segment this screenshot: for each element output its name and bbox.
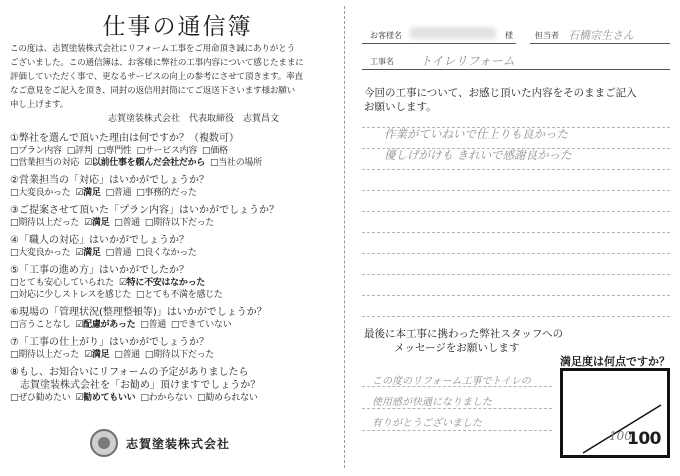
option-checkbox[interactable]: □普通 — [114, 350, 140, 360]
option-row — [10, 349, 330, 361]
option-checkbox-checked[interactable]: ☑満足 — [75, 248, 101, 258]
option-row — [10, 187, 330, 199]
customer-field-line — [362, 43, 516, 44]
question-title-line2: 志賀塗装株式会社を「お勧め」頂けますでしょうか？ — [20, 380, 261, 391]
impression-handwriting[interactable]: 優しげがけも きれいで感謝良かった — [384, 148, 572, 162]
question-title: ⑥現場の「管理状況(整理整頓等)」はいかがでしょうか？ — [10, 307, 267, 318]
page-title: 仕事の通信簿 — [102, 14, 253, 40]
writing-rule — [362, 253, 670, 254]
signature: 志賀塗装株式会社 代表取締役 志賀昌文 — [108, 114, 280, 124]
option-checkbox-checked[interactable]: ☑配慮があった — [75, 320, 136, 330]
option-checkbox[interactable]: □専門性 — [97, 146, 132, 156]
staff-value[interactable]: 石橋宗生さん — [568, 29, 634, 42]
question-6 — [10, 306, 330, 331]
option-checkbox[interactable]: □とても不満を感じた — [136, 290, 223, 300]
option-row — [10, 277, 330, 289]
impression-prompt — [364, 86, 637, 114]
option-checkbox-checked[interactable]: ☑勧めてもいい — [75, 393, 136, 403]
option-checkbox[interactable]: □サービス内容 — [136, 146, 198, 156]
work-label: 工事名 — [370, 57, 394, 66]
option-row — [10, 247, 330, 259]
option-checkbox[interactable]: □言うことなし — [10, 320, 71, 330]
question-1 — [10, 132, 330, 169]
option-row — [10, 157, 330, 169]
question-title: ⑧もし、お知合いにリフォームの予定がありましたら — [10, 367, 249, 378]
writing-rule — [362, 316, 670, 317]
option-checkbox-checked[interactable]: ☑以前仕事を頼んだ会社だから — [84, 158, 205, 168]
question-title: ⑦「工事の仕上がり」はいかがでしょうか？ — [10, 337, 209, 348]
work-field-line — [362, 69, 670, 70]
option-row — [10, 392, 330, 404]
writing-rule — [362, 169, 670, 170]
option-checkbox[interactable]: □とても安心していられた — [10, 278, 114, 288]
option-checkbox[interactable]: □期待以上だった — [10, 218, 80, 228]
option-checkbox[interactable]: □普通 — [140, 320, 166, 330]
writing-rule — [362, 430, 552, 431]
option-row — [10, 289, 330, 301]
option-checkbox[interactable]: □当社の場所 — [209, 158, 262, 168]
honorific-label: 様 — [505, 31, 513, 40]
option-checkbox[interactable]: □勧められない — [197, 393, 258, 403]
impression-prompt-line: お願いします。 — [364, 101, 437, 113]
question-5 — [10, 264, 330, 301]
option-checkbox[interactable]: □できていない — [170, 320, 232, 330]
intro-line: この度は、志賀塗装株式会社にリフォーム工事をご用命頂き誠にありがとう — [10, 44, 295, 54]
writing-rule — [362, 295, 670, 296]
customer-name-redacted — [410, 27, 496, 39]
question-3 — [10, 204, 330, 229]
column-divider — [344, 6, 345, 468]
company-name: 志賀塗装株式会社 — [126, 436, 231, 451]
message-handwriting[interactable]: この度のリフォーム工事でトイレの — [372, 376, 531, 387]
option-checkbox[interactable]: □期待以下だった — [144, 350, 214, 360]
company-footer — [90, 428, 230, 458]
impression-prompt-line: 今回の工事について、お感じ頂いた内容をそのままご記入 — [364, 87, 637, 99]
impression-handwriting[interactable]: 作業がていねいで仕上りも良かった — [384, 127, 568, 141]
option-checkbox[interactable]: □営業担当の対応 — [10, 158, 80, 168]
option-checkbox[interactable]: □事務的だった — [136, 188, 197, 198]
option-row — [10, 319, 330, 331]
score-box[interactable] — [560, 368, 670, 458]
option-checkbox[interactable]: □大変良かった — [10, 188, 71, 198]
question-8 — [10, 366, 330, 404]
question-title: ⑤「工事の進め方」はいかがでしたか？ — [10, 265, 189, 276]
question-2 — [10, 174, 330, 199]
option-checkbox-checked[interactable]: ☑特に不安はなかった — [118, 278, 205, 288]
score-max: 100 — [627, 429, 661, 449]
message-handwriting[interactable]: 有りがとうございました — [372, 418, 482, 429]
company-logo-icon — [90, 429, 118, 457]
work-value[interactable]: トイレリフォーム — [420, 54, 515, 68]
message-prompt-line: 最後に本工事に携わった弊社スタッフへの — [364, 328, 564, 340]
option-checkbox[interactable]: □良くなかった — [136, 248, 197, 258]
option-checkbox[interactable]: □普通 — [105, 188, 132, 198]
option-checkbox[interactable]: □対応に少しストレスを感じた — [10, 290, 132, 300]
option-checkbox[interactable]: □期待以上だった — [10, 350, 80, 360]
option-checkbox[interactable]: □評判 — [66, 146, 93, 156]
option-checkbox[interactable]: □期待以下だった — [144, 218, 214, 228]
message-prompt — [364, 327, 563, 355]
intro-text — [10, 42, 315, 112]
option-row — [10, 217, 330, 229]
message-handwriting[interactable]: 使用感が快適になりました — [372, 397, 492, 408]
question-4 — [10, 234, 330, 259]
question-title: ②営業担当の「対応」はいかがでしょうか？ — [10, 175, 209, 186]
customer-label: お客様名 — [370, 31, 402, 40]
option-checkbox-checked[interactable]: ☑満足 — [84, 218, 110, 228]
option-checkbox[interactable]: □普通 — [114, 218, 140, 228]
intro-line: ございました。この通信簿は、お客様に弊社の工事内容について感じたままに — [10, 58, 304, 68]
staff-label: 担当者 — [535, 31, 559, 40]
question-list — [10, 132, 330, 409]
message-prompt-line: メッセージをお願いします — [394, 342, 520, 354]
staff-field-line — [530, 43, 670, 44]
question-7 — [10, 336, 330, 361]
intro-line: 評価していただく事で、更なるサービスの向上の参考にさせて頂きます。率直 — [10, 72, 303, 82]
intro-line: 申し上げます。 — [10, 100, 69, 110]
writing-rule — [362, 232, 670, 233]
option-checkbox[interactable]: □わからない — [140, 393, 193, 403]
score-handwritten[interactable]: 100 — [609, 429, 632, 443]
option-checkbox[interactable]: □価格 — [202, 146, 228, 156]
question-title: ④「職人の対応」はいかがでしょうか？ — [10, 235, 189, 246]
option-checkbox-checked[interactable]: ☑満足 — [84, 350, 110, 360]
writing-rule — [362, 274, 670, 275]
option-checkbox[interactable]: □普通 — [105, 248, 132, 258]
writing-rule — [362, 211, 670, 212]
option-row — [10, 145, 330, 157]
writing-rule — [362, 408, 552, 409]
option-checkbox[interactable]: □プラン内容 — [10, 146, 62, 156]
question-title: ①弊社を選んで頂いた理由は何ですか？（複数可） — [10, 133, 239, 144]
option-checkbox[interactable]: □ぜひ勧めたい — [10, 393, 71, 403]
intro-line: なご意見をご記入を頂き、同封の返信用封筒にてご返送下さいます様お願い — [10, 86, 296, 96]
option-checkbox[interactable]: □大変良かった — [10, 248, 71, 258]
score-prompt: 満足度は何点ですか？ — [560, 355, 670, 368]
question-title: ③ご提案させて頂いた「プラン内容」はいかがでしょうか？ — [10, 205, 279, 216]
option-checkbox-checked[interactable]: ☑満足 — [75, 188, 101, 198]
writing-rule — [362, 190, 670, 191]
